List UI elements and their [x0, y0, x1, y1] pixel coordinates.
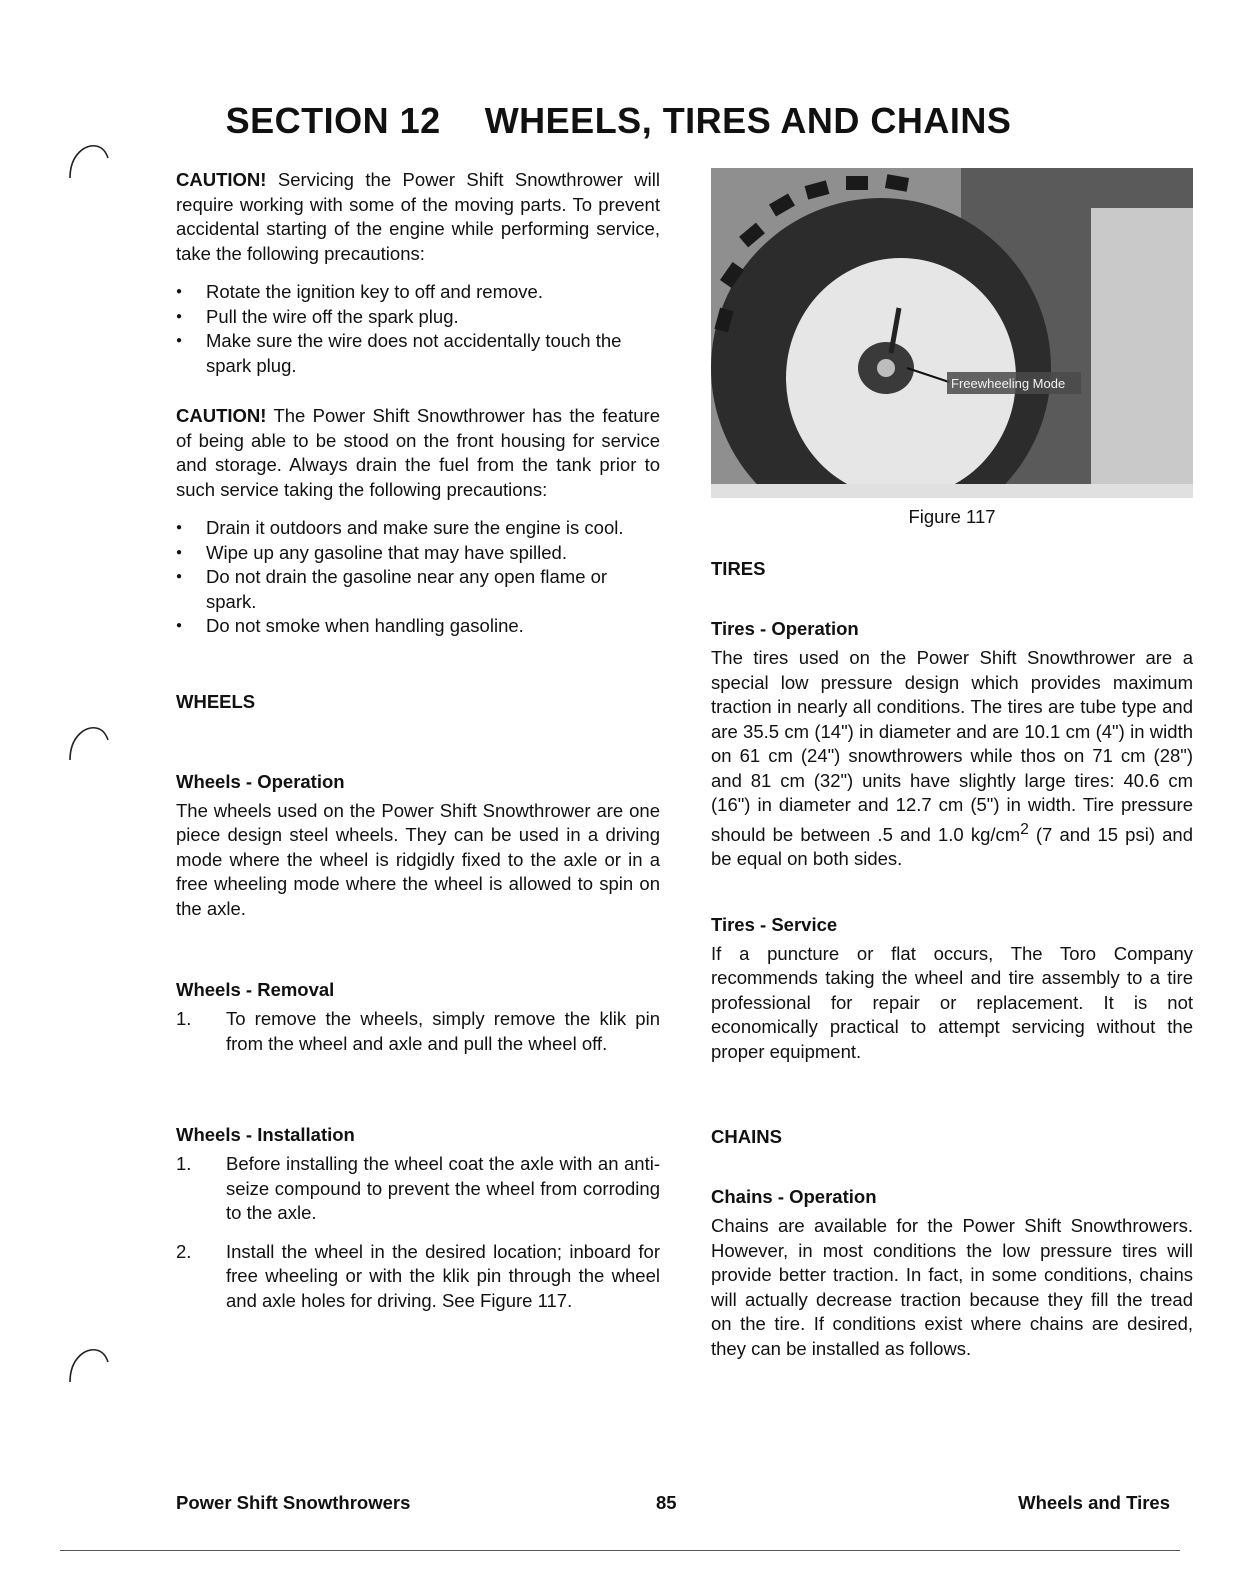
wheels-installation-heading: Wheels - Installation: [176, 1124, 355, 1145]
caution-paragraph-2: [176, 404, 660, 502]
caution-text: The Power Shift Snowthrower has the feature of being able to be stood on the front housing for service and storage. Always drain the fuel from the tank prior to such service taking the following precautions:: [176, 405, 660, 500]
step-number: 1.: [176, 1153, 192, 1174]
step-text: Install the wheel in the desired location; inboard for free wheeling or with the klik pin through the wheel and axle holes for driving. See Figure 117.: [226, 1240, 660, 1311]
list-item: ● Do not smoke when handling gasoline.: [176, 614, 660, 639]
list-item: ● Rotate the ignition key to off and remove.: [176, 280, 660, 305]
precaution-list-2: [176, 516, 660, 639]
tires-service-text: If a puncture or flat occurs, The Toro Company recommends taking the wheel and tire assembly to a tire professional for repair or replacement. It is not economically practical to attempt servicing without the proper equipment.: [711, 942, 1193, 1062]
wheel-photo: [711, 168, 1193, 498]
wheels-installation-steps: [176, 1152, 660, 1313]
binder-hole-mark-bottom: [66, 1344, 110, 1384]
step-number: 2.: [176, 1240, 192, 1262]
wheel-photo-illustration: [711, 168, 1193, 498]
tires-operation-text: [711, 646, 1193, 872]
wheels-removal-heading: Wheels - Removal: [176, 979, 335, 1000]
caution-text: Servicing the Power Shift Snowthrower will require working with some of the moving parts. To prevent accidental starting of the engine while performing service, take the following precautions:: [176, 169, 660, 264]
binder-hole-mark-middle: [66, 722, 110, 762]
tires-service-heading: Tires - Service: [711, 913, 838, 935]
precaution-list-1: [176, 280, 660, 378]
list-item: [176, 1007, 660, 1056]
page-number: 85: [656, 1492, 677, 1513]
footer-section-title: Wheels and Tires: [1018, 1492, 1170, 1513]
step-text: Before installing the wheel coat the axle with an anti-seize compound to prevent the wheel from corroding to the axle.: [226, 1153, 660, 1223]
left-column: [176, 168, 660, 1313]
freewheeling-mode-label: Freewheeling Mode: [951, 376, 1066, 391]
caution-label: CAUTION!: [176, 169, 267, 190]
figure-caption: Figure 117: [908, 506, 996, 527]
tires-heading: TIRES: [711, 558, 766, 579]
page-title: [0, 100, 1237, 142]
chains-operation-text: Chains are available for the Power Shift Snowthrowers. However, in most conditions the low pressure tires will provide better traction. In fact, in some conditions, chains will actually decrease traction because they fill the tread on the tire. If conditions exist where chains are desired, they can be installed as follows.: [711, 1215, 1193, 1359]
tires-operation-text-end: (7 and 15 psi) and be equal on both sides.: [711, 823, 1193, 870]
step-number: 1.: [176, 1008, 192, 1029]
list-item: [176, 1240, 660, 1314]
section-title: WHEELS, TIRES AND CHAINS: [484, 100, 1012, 141]
right-column: [711, 168, 1193, 1361]
wheels-removal-steps: [176, 1007, 660, 1056]
footer-manual-title: Power Shift Snowthrowers: [176, 1492, 411, 1513]
wheels-operation-text: The wheels used on the Power Shift Snowthrower are one piece design steel wheels. They can be used in a driving mode where the wheel is ridgidly fixed to the axle or in a free wheeling mode where the wheel is allowed to spin on the axle.: [176, 799, 660, 919]
list-item: ● Pull the wire off the spark plug.: [176, 305, 660, 330]
caution-paragraph-1: [176, 168, 660, 266]
list-item: ● Wipe up any gasoline that may have spilled.: [176, 541, 660, 566]
list-item: ● Make sure the wire does not accidentally touch the spark plug.: [176, 329, 660, 378]
tires-operation-heading: Tires - Operation: [711, 618, 859, 639]
step-text: To remove the wheels, simply remove the klik pin from the wheel and axle and pull the wheel off.: [226, 1008, 660, 1054]
section-number: SECTION 12: [225, 100, 441, 141]
chains-operation-heading: Chains - Operation: [711, 1186, 877, 1208]
tires-operation-text-main: The tires used on the Power Shift Snowthrower are a special low pressure design which provides maximum traction in nearly all conditions. The tires are tube type and are 35.5 cm (14") in diameter and are 10.1 cm (4") in width on 61 cm (24") snowthrowers while thos on 71 cm (28") and 81 cm (32") units have slightly large tires: 40.6 cm (16") in diameter and 12.7 cm (5") in width. Tire pressure should be between .5 and 1.0 kg/cm: [711, 647, 1193, 845]
superscript: 2: [1020, 820, 1029, 838]
binder-hole-mark-top: [66, 140, 110, 180]
wheels-heading: WHEELS: [176, 690, 256, 712]
footer-divider: [60, 1550, 1180, 1551]
list-item: [176, 1152, 660, 1226]
chains-heading: CHAINS: [711, 1126, 782, 1148]
list-item: ● Do not drain the gasoline near any open flame or spark.: [176, 565, 660, 614]
list-item: ● Drain it outdoors and make sure the engine is cool.: [176, 516, 660, 541]
wheels-operation-heading: Wheels - Operation: [176, 770, 345, 792]
caution-label: CAUTION!: [176, 405, 267, 426]
